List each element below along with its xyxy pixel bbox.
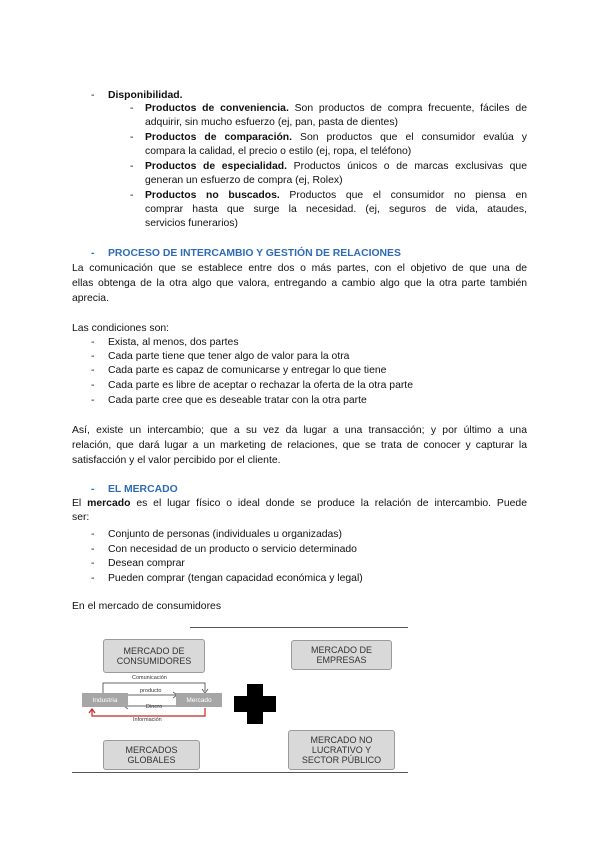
bullet-dash: -: [130, 190, 134, 201]
availability-item-4-line1: Productos no buscados. Productos que el consumidor no piensa en: [145, 190, 527, 201]
communication-label: Comunicación: [132, 675, 167, 681]
market-intro-line1: El mercado es el lugar físico o ideal donde se produce la relación de intercambio. Puede: [72, 498, 527, 509]
consumers-market-box: MERCADO DE CONSUMIDORES: [103, 639, 205, 673]
availability-item-3-line2: generan un esfuerzo de compra (ej, Rolex): [145, 175, 343, 186]
bullet-dash: -: [91, 573, 95, 584]
availability-item-2-line2: compara la calidad, el precio o estilo (ej, ropa, el teléfono): [145, 146, 412, 157]
availability-item-2-line1: Productos de comparación. Son productos que el consumidor evalúa y: [145, 132, 528, 143]
availability-item-4-line3: servicios funerarios): [145, 218, 238, 229]
availability-item-1-line1: Productos de conveniencia. Son productos de compra frecuente, fáciles de: [145, 103, 527, 114]
exchange-para1-line2: ellas obtenga de la otra algo que valora, entregando a cambio algo que la otra parte también: [72, 278, 527, 289]
market-item: Desean comprar: [108, 558, 185, 569]
product-label: producto: [140, 688, 162, 694]
nonprofit-market-box: MERCADO NO LUCRATIVO Y SECTOR PÚBLICO: [288, 730, 395, 770]
bullet-dash: -: [91, 337, 95, 348]
exchange-para1-line1: La comunicación que se establece entre dos o más partes, con el objetivo de que una de: [72, 263, 527, 274]
market-item: Conjunto de personas (individuales u organizadas): [108, 529, 342, 540]
market-box: Mercado: [176, 693, 222, 707]
heading-dash: -: [91, 484, 95, 495]
bullet-dash: -: [91, 380, 95, 391]
bullet-dash: -: [91, 351, 95, 362]
exchange-para2-line1: Así, existe un intercambio; que a su vez da lugar a una transacción; y por último a una: [72, 425, 527, 436]
market-item: Pueden comprar (tengan capacidad económica y legal): [108, 573, 363, 584]
condition-item: Cada parte es capaz de comunicarse y entregar lo que tiene: [108, 365, 387, 376]
diagram-bottom-rule: [72, 772, 408, 773]
condition-item: Exista, al menos, dos partes: [108, 337, 239, 348]
bullet-dash: -: [91, 90, 95, 101]
bullet-dash: -: [130, 161, 134, 172]
bullet-dash: -: [91, 529, 95, 540]
market-item: Con necesidad de un producto o servicio determinado: [108, 544, 357, 555]
heading-dash: -: [91, 248, 95, 259]
availability-item-4-line2: comprar hasta que surge la necesidad. (ej, seguros de vida, ataudes,: [145, 204, 527, 215]
diagram-top-rule: [190, 627, 408, 628]
companies-market-box: MERCADO DE EMPRESAS: [291, 640, 392, 670]
market-heading: EL MERCADO: [108, 484, 178, 495]
bullet-dash: -: [91, 365, 95, 376]
availability-title: Disponibilidad.: [108, 90, 183, 101]
availability-item-3-line1: Productos de especialidad. Productos únicos o de marcas exclusivas que: [145, 161, 527, 172]
conditions-intro: Las condiciones son:: [72, 323, 170, 334]
availability-item-1-line2: adquirir, sin mucho esfuerzo (ej, pan, pasta de dientes): [145, 117, 398, 128]
exchange-heading: PROCESO DE INTERCAMBIO Y GESTIÓN DE RELACIONES: [108, 248, 401, 259]
industry-box: Industria: [82, 693, 128, 707]
exchange-para1-line3: aprecia.: [72, 293, 109, 304]
exchange-para2-line2: relación, que dará lugar a un marketing de relaciones, que se trata de conocer y capturar la: [72, 440, 527, 451]
bullet-dash: -: [91, 544, 95, 555]
money-label: Dinero: [146, 704, 163, 710]
bullet-dash: -: [130, 103, 134, 114]
condition-item: Cada parte cree que es deseable tratar con la otra parte: [108, 395, 367, 406]
consumers-line: En el mercado de consumidores: [72, 601, 222, 612]
bullet-dash: -: [91, 558, 95, 569]
black-cross-shape: [234, 684, 276, 724]
information-label: Información: [133, 717, 162, 723]
market-intro-line2: ser:: [72, 512, 90, 523]
exchange-para2-line3: satisfacción y el valor percibido por el cliente.: [72, 455, 281, 466]
condition-item: Cada parte es libre de aceptar o rechazar la oferta de la otra parte: [108, 380, 413, 391]
bullet-dash: -: [130, 132, 134, 143]
condition-item: Cada parte tiene que tener algo de valor para la otra: [108, 351, 350, 362]
global-markets-box: MERCADOS GLOBALES: [103, 740, 200, 770]
bullet-dash: -: [91, 395, 95, 406]
